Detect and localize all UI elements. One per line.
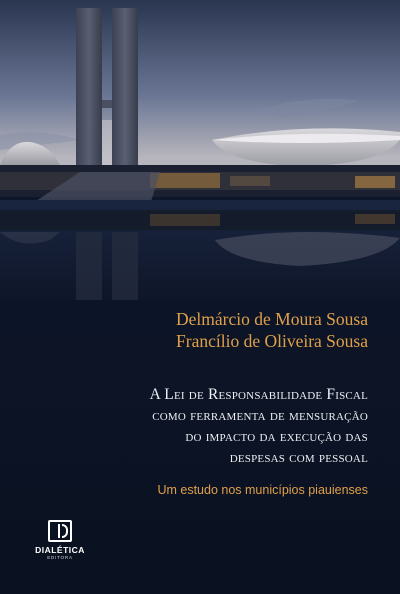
author-name: Francílio de Oliveira Sousa xyxy=(176,331,368,351)
publisher-logo xyxy=(30,520,90,561)
title-line: A Lei de Responsabilidade Fiscal xyxy=(149,386,368,403)
title-line: despesas com pessoal xyxy=(229,449,368,466)
publisher-name: DIALÉTICA xyxy=(35,545,85,555)
publisher-mark-icon xyxy=(48,520,72,542)
author-name: Delmárcio de Moura Sousa xyxy=(176,309,368,329)
book-title xyxy=(8,384,368,468)
title-line: do impacto da execução das xyxy=(185,428,368,445)
title-line: como ferramenta de mensuração xyxy=(152,407,368,424)
publisher-tagline: EDITORA xyxy=(47,555,73,560)
authors xyxy=(28,308,368,352)
book-subtitle: Um estudo nos municípios piauienses xyxy=(157,483,368,497)
